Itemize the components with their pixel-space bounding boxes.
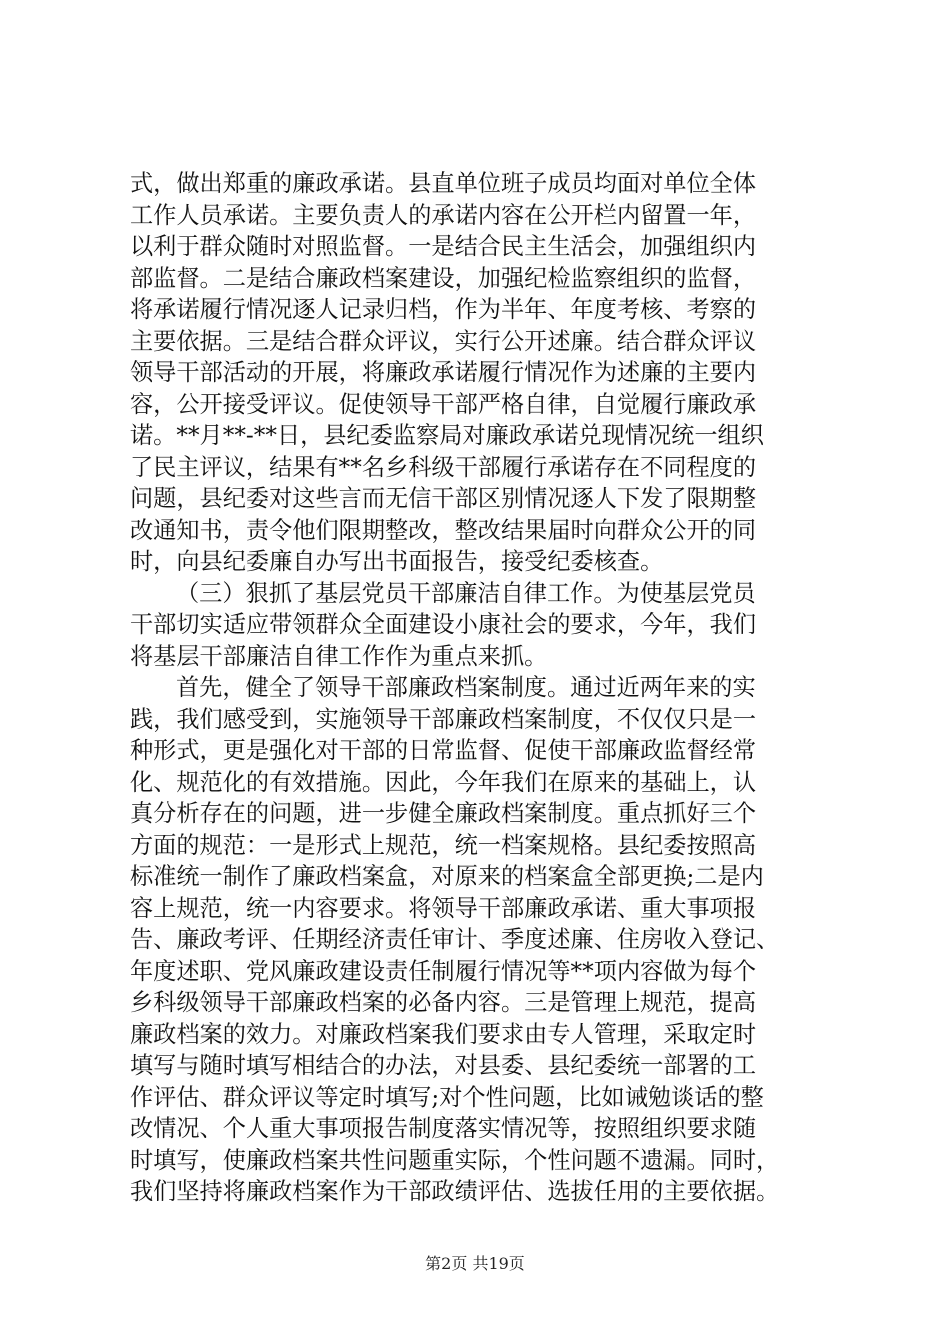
text-line: 改情况、个人重大事项报告制度落实情况等，按照组织要求随 — [130, 1115, 757, 1142]
text-line: 作评估、群众评议等定时填写;对个性问题，比如诫勉谈话的整 — [130, 1083, 764, 1111]
text-line: 部监督。二是结合廉政档案建设，加强纪检监察组织的监督， — [130, 264, 757, 292]
text-line: 工作人员承诺。主要负责人的承诺内容在公开栏内留置一年， — [130, 201, 757, 229]
text-line: 改通知书，责令他们限期整改，整改结果届时向群众公开的同 — [130, 516, 757, 544]
text-line: 种形式，更是强化对干部的日常监督、促使干部廉政监督经常 — [130, 737, 757, 764]
text-line: 首先，健全了领导干部廉政档案制度。通过近两年来的实 — [176, 674, 756, 701]
text-line: 问题，县纪委对这些言而无信干部区别情况逐人下发了限期整 — [130, 485, 757, 512]
text-line: 了民主评议，结果有**名乡科级干部履行承诺存在不同程度的 — [130, 453, 757, 481]
text-line: 主要依据。三是结合群众评议，实行公开述廉。结合群众评议 — [130, 327, 757, 355]
text-line: 时，向县纪委廉自办写出书面报告，接受纪委核查。 — [130, 548, 664, 575]
text-line: 时填写，使廉政档案共性问题重实际，个性问题不遗漏。同时， — [130, 1146, 780, 1174]
text-line: 干部切实适应带领群众全面建设小康社会的要求，今年，我们 — [130, 611, 757, 638]
text-line: 方面的规范：一是形式上规范，统一档案规格。县纪委按照高 — [130, 831, 757, 859]
text-line: 年度述职、党风廉政建设责任制履行情况等**项内容做为每个 — [130, 957, 757, 985]
text-line: （三）狠抓了基层党员干部廉洁自律工作。为使基层党员 — [176, 579, 756, 607]
text-line: 容上规范，统一内容要求。将领导干部廉政承诺、重大事项报 — [130, 894, 757, 922]
text-line: 我们坚持将廉政档案作为干部政绩评估、选拔任用的主要依据。 — [130, 1178, 780, 1205]
text-line: 廉政档案的效力。对廉政档案我们要求由专人管理，采取定时 — [130, 1020, 757, 1048]
text-line: 将承诺履行情况逐人记录归档，作为半年、年度考核、考察的 — [130, 296, 757, 323]
text-line: 乡科级领导干部廉政档案的必备内容。三是管理上规范，提高 — [130, 989, 757, 1016]
text-line: 标准统一制作了廉政档案盒，对原来的档案盒全部更换;二是内 — [130, 863, 764, 890]
text-line: 化、规范化的有效措施。因此，今年我们在原来的基础上，认 — [130, 768, 757, 796]
text-line: 领导干部活动的开展，将廉政承诺履行情况作为述廉的主要内 — [130, 359, 757, 386]
text-line: 将基层干部廉洁自律工作作为重点来抓。 — [130, 642, 548, 670]
text-line: 容，公开接受评议。促使领导干部严格自律，自觉履行廉政承 — [130, 390, 757, 418]
text-line: 践，我们感受到，实施领导干部廉政档案制度，不仅仅只是一 — [130, 705, 757, 733]
page-footer: 第2页 共19页 — [425, 1254, 525, 1273]
text-line: 填写与随时填写相结合的办法，对县委、县纪委统一部署的工 — [130, 1052, 757, 1079]
document-body — [130, 168, 830, 1208]
text-line: 式，做出郑重的廉政承诺。县直单位班子成员均面对单位全体 — [130, 170, 757, 197]
text-line: 诺。**月**-**日，县纪委监察局对廉政承诺兑现情况统一组织 — [130, 422, 764, 449]
text-line: 真分析存在的问题，进一步健全廉政档案制度。重点抓好三个 — [130, 800, 757, 827]
text-line: 告、廉政考评、任期经济责任审计、季度述廉、住房收入登记、 — [130, 926, 780, 953]
text-line: 以利于群众随时对照监督。一是结合民主生活会，加强组织内 — [130, 233, 757, 260]
